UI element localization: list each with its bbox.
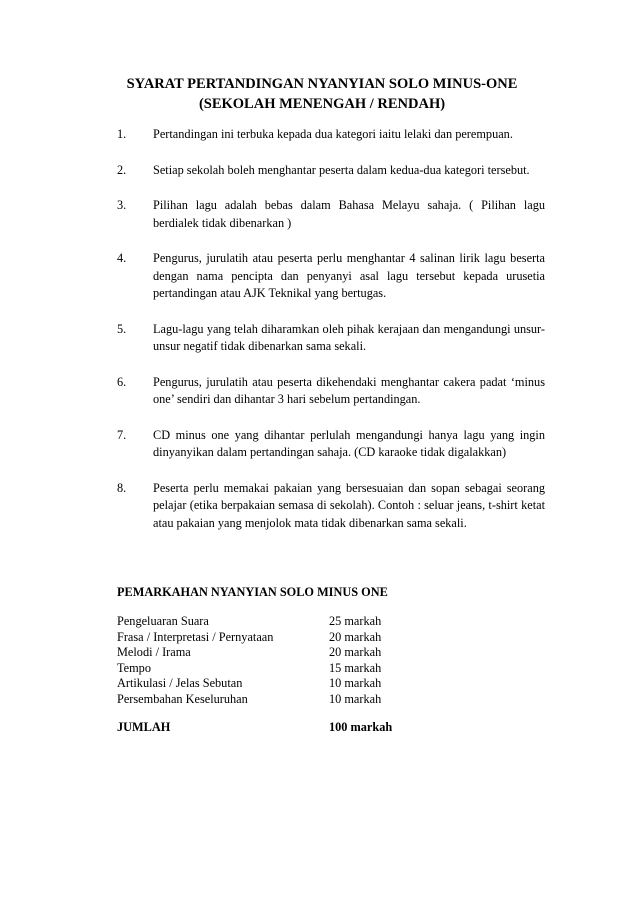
- marking-row: [117, 661, 447, 677]
- rule-text: Pertandingan ini terbuka kepada dua kategori iaitu lelaki dan perempuan.: [153, 127, 513, 141]
- rule-item: [117, 374, 545, 409]
- criterion-label: Frasa / Interpretasi / Pernyataan: [117, 629, 274, 644]
- marking-title: PEMARKAHAN NYANYIAN SOLO MINUS ONE: [117, 585, 388, 599]
- marking-row: [117, 630, 447, 646]
- rule-number: 7.: [117, 427, 127, 442]
- rule-item: [117, 126, 545, 144]
- criterion-marks: 25 markah: [329, 614, 382, 628]
- rule-number: 2.: [117, 162, 127, 177]
- document-subtitle: (SEKOLAH MENENGAH / RENDAH): [198, 96, 446, 112]
- rule-item: [117, 197, 545, 232]
- rule-item: [117, 162, 545, 180]
- rule-text: Pengurus, jurulatih atau peserta perlu menghantar 4 salinan lirik lagu beserta dengan nama pencipta dan penyanyi asal lagu tersebut kepada urusetia pertandingan atau AJK Teknikal yang bertugas.: [153, 251, 545, 300]
- rule-item: [117, 250, 545, 303]
- criterion-marks: 20 markah: [329, 629, 382, 644]
- criterion-marks: 10 markah: [329, 691, 382, 706]
- criterion-label: Persembahan Keseluruhan: [117, 691, 248, 706]
- marking-table: [117, 614, 447, 707]
- rule-number: 3.: [117, 198, 127, 212]
- criterion-marks: 20 markah: [329, 645, 382, 659]
- rule-number: 6.: [117, 374, 127, 389]
- criterion-label: Melodi / Irama: [117, 645, 191, 659]
- rule-text: Setiap sekolah boleh menghantar peserta dalam kedua-dua kategori tersebut.: [153, 162, 530, 177]
- criterion-label: Pengeluaran Suara: [117, 614, 209, 628]
- rule-number: 8.: [117, 480, 127, 495]
- criterion-label: Artikulasi / Jelas Sebutan: [117, 676, 243, 690]
- rule-text: Lagu-lagu yang telah diharamkan oleh pihak kerajaan dan mengandungi unsur-unsur negatif tidak dibenarkan sama sekali.: [153, 321, 545, 353]
- document-title: SYARAT PERTANDINGAN NYANYIAN SOLO MINUS-ONE: [126, 76, 518, 92]
- rule-item: [117, 480, 545, 533]
- rule-number: 5.: [117, 321, 127, 336]
- rule-item: [117, 321, 545, 356]
- rule-text: Peserta perlu memakai pakaian yang bersesuaian dan sopan sebagai seorang pelajar (etika berpakaian semasa di sekolah). Contoh : seluar jeans, t-shirt ketat atau pakaian yang menjolok mata tidak dibenarkan sama sekali.: [153, 480, 545, 530]
- marking-row: [117, 645, 447, 661]
- marking-row: [117, 614, 447, 630]
- rule-number: 1.: [117, 127, 127, 141]
- total-label: JUMLAH: [117, 720, 171, 734]
- rule-text: Pilihan lagu adalah bebas dalam Bahasa Melayu sahaja. ( Pilihan lagu berdialek tidak dibenarkan ): [153, 198, 545, 230]
- rule-text: Pengurus, jurulatih atau peserta dikehendaki menghantar cakera padat ‘minus one’ sendiri dan dihantar 3 hari sebelum pertandingan.: [153, 374, 545, 406]
- criterion-marks: 10 markah: [329, 676, 382, 690]
- rule-number: 4.: [117, 251, 127, 265]
- rules-list: [117, 126, 545, 550]
- rule-item: [117, 427, 545, 462]
- marking-row: [117, 692, 447, 708]
- criterion-label: Tempo: [117, 660, 151, 675]
- marking-row: [117, 676, 447, 692]
- criterion-marks: 15 markah: [329, 660, 382, 675]
- rule-text: CD minus one yang dihantar perlulah mengandungi hanya lagu yang ingin dinyanyikan dalam pertandingan sahaja. (CD karaoke tidak digalakkan): [153, 427, 545, 459]
- total-marks: 100 markah: [329, 720, 393, 734]
